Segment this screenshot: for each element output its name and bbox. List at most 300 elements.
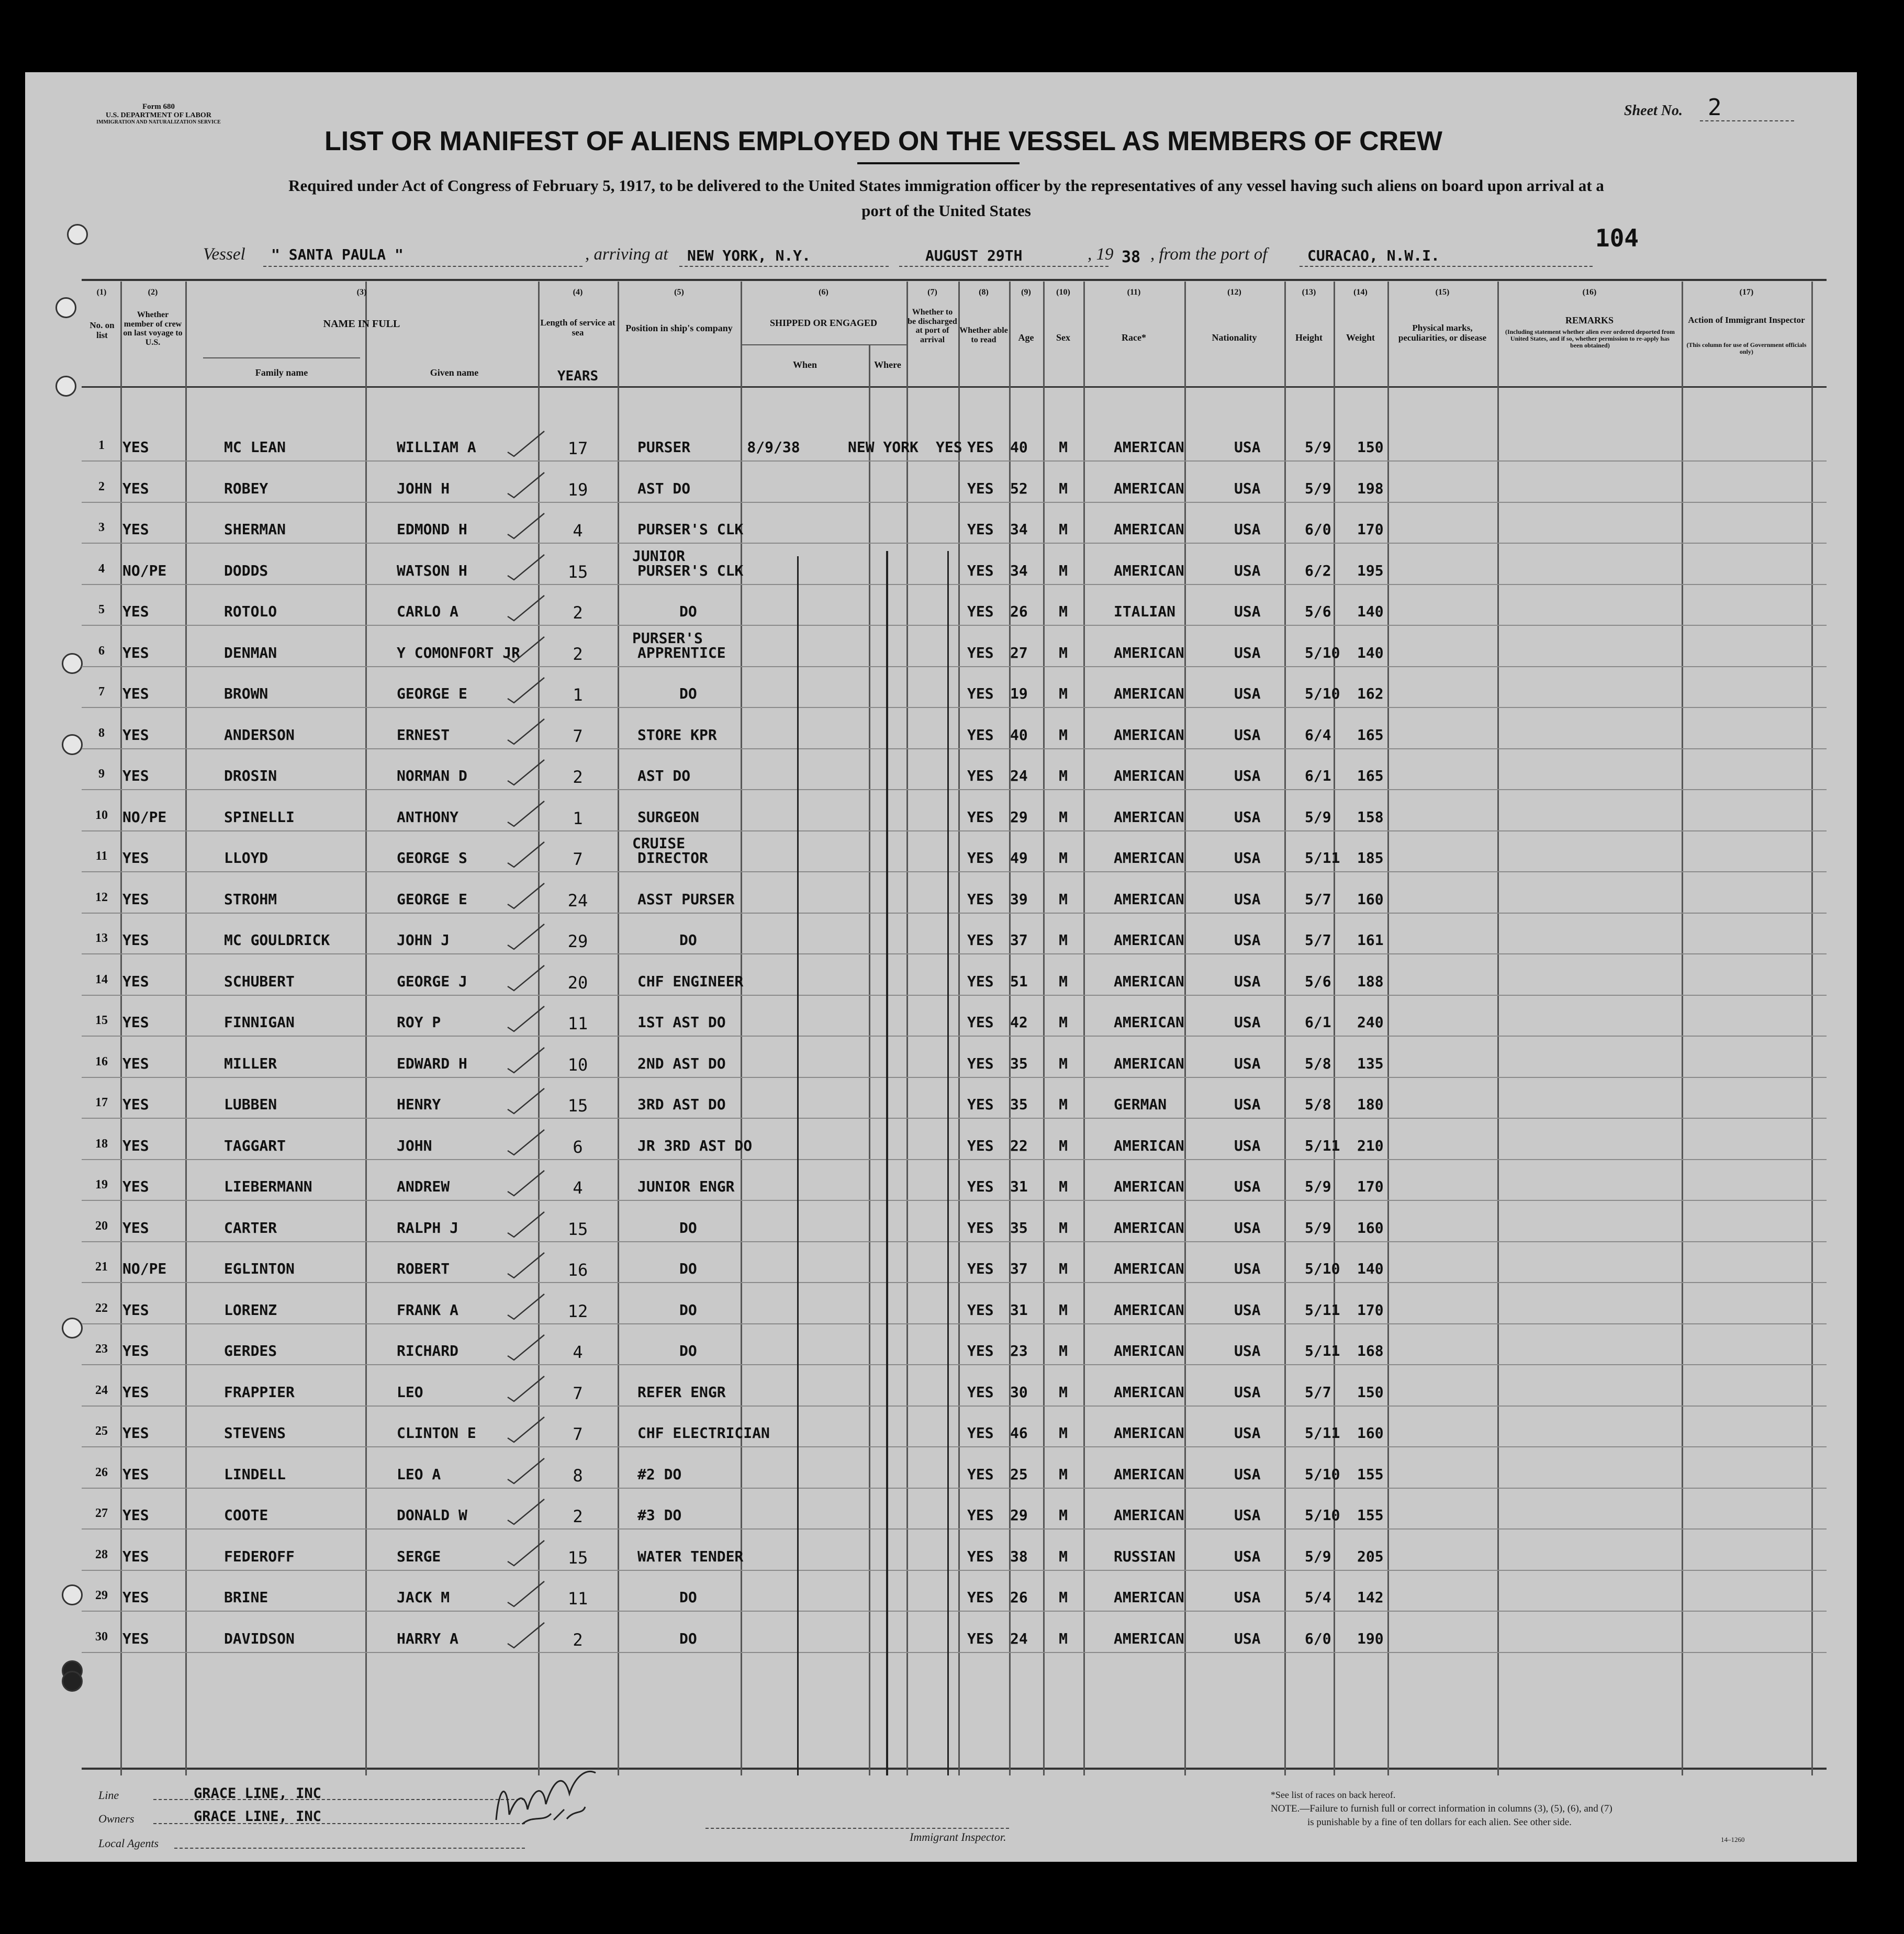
position-cell: WATER TENDER <box>637 1547 744 1565</box>
race-cell: AMERICAN <box>1114 1260 1184 1277</box>
ruled-line <box>82 543 1827 544</box>
race-cell: AMERICAN <box>1114 808 1184 826</box>
sex-cell: M <box>1059 1342 1068 1359</box>
col-header-race: Race* <box>1122 332 1146 343</box>
nationality-cell: USA <box>1234 644 1261 661</box>
col-header-discharged: Whether to be discharged at port of arrival <box>908 308 957 344</box>
check-mark-icon <box>502 1249 550 1280</box>
race-cell: ITALIAN <box>1114 603 1176 620</box>
family-name-cell: LUBBEN <box>224 1096 277 1113</box>
position-cell-line-1: CRUISE <box>632 835 686 852</box>
years-service-cell: 4 <box>573 1342 583 1362</box>
race-cell: AMERICAN <box>1114 1178 1184 1195</box>
family-name-cell: LLOYD <box>224 849 268 867</box>
age-cell: 37 <box>1010 931 1028 949</box>
able-to-read-cell: YES <box>967 767 994 784</box>
able-to-read-cell: YES <box>967 808 994 826</box>
race-cell: AMERICAN <box>1114 1137 1184 1154</box>
given-name-cell: ANDREW <box>397 1178 450 1195</box>
col-header-inspector-note: (This column for use of Government officials only) <box>1686 341 1807 356</box>
height-cell: 5/9 <box>1305 1547 1331 1565</box>
col-num-15: (15) <box>1435 288 1450 297</box>
able-to-read-cell: YES <box>967 1178 994 1195</box>
given-name-cell: WILLIAM A <box>397 438 476 456</box>
position-cell: REFER ENGR <box>637 1383 726 1401</box>
able-to-read-cell: YES <box>967 1301 994 1319</box>
nationality-cell: USA <box>1234 1547 1261 1565</box>
col-header-remarks-note: (Including statement whether alien ever ordered deported from United States, and if so, whether permission to re-apply has been obtained) <box>1505 328 1675 350</box>
able-to-read-cell: YES <box>967 685 994 702</box>
check-mark-icon <box>502 591 550 623</box>
check-mark-icon <box>502 1043 550 1075</box>
weight-cell: 158 <box>1357 808 1384 826</box>
sex-cell: M <box>1059 1178 1068 1195</box>
height-cell: 5/7 <box>1305 1383 1331 1401</box>
shipped-when-cell: 8/9/38 <box>747 438 800 456</box>
nationality-cell: USA <box>1234 1506 1261 1524</box>
sex-cell: M <box>1059 561 1068 579</box>
check-mark-icon <box>502 838 550 869</box>
years-service-cell: 10 <box>567 1054 588 1075</box>
col-header-last-voyage: Whether member of crew on last voyage to U.S. <box>123 310 183 347</box>
last-voyage-cell: YES <box>122 849 149 867</box>
name-subheader-line <box>203 357 360 358</box>
check-mark-icon <box>502 1084 550 1116</box>
row-number: 8 <box>98 726 105 740</box>
weight-cell: 142 <box>1357 1589 1384 1606</box>
age-cell: 24 <box>1010 1629 1028 1647</box>
years-service-cell: 1 <box>573 808 583 828</box>
ruled-line <box>82 1528 1827 1530</box>
sheet-number-label: Sheet No. <box>1624 103 1683 119</box>
family-name-cell: SCHUBERT <box>224 972 295 990</box>
sex-cell: M <box>1059 1014 1068 1031</box>
able-to-read-cell: YES <box>967 561 994 579</box>
race-cell: GERMAN <box>1114 1096 1167 1113</box>
position-cell: PURSER <box>637 438 691 456</box>
col-header-given-name: Given name <box>430 367 479 378</box>
family-name-cell: FINNIGAN <box>224 1014 295 1031</box>
years-service-cell: 6 <box>573 1137 583 1157</box>
given-name-cell: ROY P <box>397 1014 441 1031</box>
ruled-line <box>82 871 1827 872</box>
ruled-line <box>82 460 1827 462</box>
last-voyage-cell: YES <box>122 1096 149 1113</box>
weight-cell: 168 <box>1357 1342 1384 1359</box>
sex-cell: M <box>1059 931 1068 949</box>
check-mark-icon <box>502 633 550 664</box>
nationality-cell: USA <box>1234 1342 1261 1359</box>
sex-cell: M <box>1059 603 1068 620</box>
age-cell: 35 <box>1010 1219 1028 1236</box>
position-cell: DIRECTOR <box>637 849 708 867</box>
nationality-cell: USA <box>1234 972 1261 990</box>
last-voyage-cell: YES <box>122 931 149 949</box>
position-cell: CHF ELECTRICIAN <box>637 1424 770 1442</box>
age-cell: 52 <box>1010 479 1028 497</box>
given-name-cell: JOHN H <box>397 479 450 497</box>
nationality-cell: USA <box>1234 1137 1261 1154</box>
row-number: 14 <box>95 972 108 986</box>
nationality-cell: USA <box>1234 685 1261 702</box>
weight-cell: 165 <box>1357 767 1384 784</box>
check-mark-icon <box>502 961 550 993</box>
department-name: U.S. DEPARTMENT OF LABOR <box>106 111 211 119</box>
footer-form-code: 14–1260 <box>1721 1836 1745 1843</box>
last-voyage-cell: YES <box>122 603 149 620</box>
given-name-cell: ANTHONY <box>397 808 459 826</box>
footer-owners-label: Owners <box>98 1812 135 1825</box>
age-cell: 51 <box>1010 972 1028 990</box>
from-port-label: , from the port of <box>1150 245 1268 264</box>
family-name-cell: BRINE <box>224 1589 268 1606</box>
given-name-cell: RALPH J <box>397 1219 459 1236</box>
sex-cell: M <box>1059 685 1068 702</box>
age-cell: 34 <box>1010 521 1028 538</box>
height-cell: 5/8 <box>1305 1054 1331 1072</box>
row-number: 27 <box>95 1506 108 1520</box>
years-service-cell: 20 <box>567 972 588 993</box>
inspector-signature <box>486 1757 622 1830</box>
weight-cell: 210 <box>1357 1137 1384 1154</box>
weight-cell: 140 <box>1357 603 1384 620</box>
age-cell: 42 <box>1010 1014 1028 1031</box>
service-name: IMMIGRATION AND NATURALIZATION SERVICE <box>96 119 221 125</box>
discharged-cell: YES <box>936 438 962 456</box>
arrival-year: 38 <box>1122 248 1141 266</box>
given-name-cell: JACK M <box>397 1589 450 1606</box>
nationality-cell: USA <box>1234 1014 1261 1031</box>
col-header-shipped-engaged: SHIPPED OR ENGAGED <box>769 318 878 328</box>
position-cell-line-1: JUNIOR <box>632 547 686 565</box>
row-number: 7 <box>98 685 105 699</box>
weight-cell: 160 <box>1357 1424 1384 1442</box>
nationality-cell: USA <box>1234 603 1261 620</box>
ruled-line <box>82 1570 1827 1571</box>
age-cell: 40 <box>1010 726 1028 744</box>
family-name-cell: FEDEROFF <box>224 1547 295 1565</box>
last-voyage-cell: YES <box>122 1014 149 1031</box>
check-mark-icon <box>502 427 550 458</box>
sex-cell: M <box>1059 1465 1068 1483</box>
last-voyage-cell: YES <box>122 438 149 456</box>
position-cell: ASST PURSER <box>637 890 735 908</box>
height-cell: 5/9 <box>1305 1178 1331 1195</box>
col-header-weight: Weight <box>1346 332 1375 343</box>
position-cell: SURGEON <box>637 808 700 826</box>
position-cell: DO <box>679 1301 697 1319</box>
column-divider <box>1682 282 1683 1775</box>
ruled-line <box>82 1200 1827 1201</box>
weight-cell: 150 <box>1357 438 1384 456</box>
from-port-line <box>1300 266 1593 267</box>
row-number: 5 <box>98 603 105 616</box>
footer-agents-label: Local Agents <box>98 1837 159 1850</box>
position-cell: DO <box>679 1589 697 1606</box>
weight-cell: 170 <box>1357 1301 1384 1319</box>
check-mark-icon <box>502 1166 550 1198</box>
check-mark-icon <box>502 1290 550 1321</box>
years-service-cell: 15 <box>567 1547 588 1568</box>
position-cell: DO <box>679 1342 697 1359</box>
manifest-sheet <box>25 72 1857 1862</box>
height-cell: 5/7 <box>1305 890 1331 908</box>
position-cell: PURSER'S CLK <box>637 561 744 579</box>
years-service-cell: 29 <box>567 931 588 951</box>
weight-cell: 195 <box>1357 561 1384 579</box>
given-name-cell: ROBERT <box>397 1260 450 1277</box>
nationality-cell: USA <box>1234 1383 1261 1401</box>
col-num-16: (16) <box>1582 288 1597 297</box>
height-cell: 5/9 <box>1305 479 1331 497</box>
able-to-read-cell: YES <box>967 1383 994 1401</box>
race-cell: AMERICAN <box>1114 1342 1184 1359</box>
ditto-mark-where <box>886 551 888 1775</box>
sex-cell: M <box>1059 1137 1068 1154</box>
col-num-17: (17) <box>1739 288 1754 297</box>
row-number: 23 <box>95 1342 108 1356</box>
nationality-cell: USA <box>1234 1424 1261 1442</box>
arriving-label: , arriving at <box>585 245 668 264</box>
footer-line-value: GRACE LINE, INC <box>194 1785 321 1802</box>
given-name-cell: CARLO A <box>397 603 459 620</box>
weight-cell: 198 <box>1357 479 1384 497</box>
race-cell: AMERICAN <box>1114 479 1184 497</box>
years-service-cell: 24 <box>567 890 588 910</box>
height-cell: 5/11 <box>1305 1137 1340 1154</box>
last-voyage-cell: YES <box>122 1424 149 1442</box>
col-num-10: (10) <box>1056 288 1070 297</box>
col-num-14: (14) <box>1353 288 1368 297</box>
col-header-length-of-service: Length of service at sea <box>540 318 615 338</box>
sex-cell: M <box>1059 1096 1068 1113</box>
race-cell: AMERICAN <box>1114 890 1184 908</box>
col-header-position: Position in ship's company <box>625 323 733 333</box>
height-cell: 5/11 <box>1305 1342 1340 1359</box>
ruled-line <box>82 584 1827 585</box>
sheet-number-value: 2 <box>1708 94 1722 121</box>
race-cell: AMERICAN <box>1114 1465 1184 1483</box>
row-number: 30 <box>95 1629 108 1644</box>
punch-hole <box>62 1584 83 1605</box>
row-number: 16 <box>95 1054 108 1069</box>
given-name-cell: GEORGE S <box>397 849 467 867</box>
footer-line-label: Line <box>98 1789 119 1802</box>
check-mark-icon <box>502 468 550 500</box>
given-name-cell: GEORGE J <box>397 972 467 990</box>
years-service-cell: 17 <box>567 438 588 458</box>
ditto-mark-discharged <box>947 551 949 1775</box>
row-number: 15 <box>95 1014 108 1027</box>
height-cell: 5/10 <box>1305 1260 1340 1277</box>
years-service-cell: 7 <box>573 726 583 746</box>
race-cell: AMERICAN <box>1114 644 1184 661</box>
col-header-able-to-read: Whether able to read <box>959 326 1008 344</box>
height-cell: 5/10 <box>1305 644 1340 661</box>
last-voyage-cell: YES <box>122 1301 149 1319</box>
last-voyage-cell: YES <box>122 1342 149 1359</box>
nationality-cell: USA <box>1234 1465 1261 1483</box>
nationality-cell: USA <box>1234 808 1261 826</box>
able-to-read-cell: YES <box>967 1054 994 1072</box>
nationality-cell: USA <box>1234 1054 1261 1072</box>
nationality-cell: USA <box>1234 1589 1261 1606</box>
years-service-cell: 15 <box>567 561 588 582</box>
nationality-cell: USA <box>1234 726 1261 744</box>
age-cell: 49 <box>1010 849 1028 867</box>
vessel-line <box>203 245 245 264</box>
subtitle-line-2: port of the United States <box>861 201 1031 220</box>
height-cell: 5/10 <box>1305 685 1340 702</box>
family-name-cell: MILLER <box>224 1054 277 1072</box>
col-num-9: (9) <box>1021 288 1031 297</box>
punch-hole <box>62 1318 83 1339</box>
age-cell: 37 <box>1010 1260 1028 1277</box>
punch-hole <box>62 1671 83 1692</box>
col-num-8: (8) <box>979 288 989 297</box>
age-cell: 39 <box>1010 890 1028 908</box>
vessel-label: Vessel <box>203 245 245 264</box>
page-title: LIST OR MANIFEST OF ALIENS EMPLOYED ON THE VESSEL AS MEMBERS OF CREW <box>324 126 1442 156</box>
height-cell: 5/10 <box>1305 1506 1340 1524</box>
col-header-inspector-action: Action of Immigrant Inspector <box>1688 315 1805 325</box>
col-header-nationality: Nationality <box>1212 332 1257 343</box>
ruled-line <box>82 502 1827 503</box>
last-voyage-cell: YES <box>122 1383 149 1401</box>
height-cell: 5/9 <box>1305 808 1331 826</box>
sex-cell: M <box>1059 644 1068 661</box>
ruled-line <box>82 1652 1827 1653</box>
ditto-mark-when <box>797 556 799 1775</box>
form-id-block <box>88 103 229 125</box>
given-name-cell: EDMOND H <box>397 521 467 538</box>
age-cell: 27 <box>1010 644 1028 661</box>
row-number: 29 <box>95 1589 108 1602</box>
weight-cell: 150 <box>1357 1383 1384 1401</box>
years-service-cell: 15 <box>567 1219 588 1239</box>
vessel-name-line <box>263 266 583 267</box>
check-mark-icon <box>502 1413 550 1444</box>
position-cell-line-1: PURSER'S <box>632 629 703 647</box>
ruled-line <box>82 953 1827 954</box>
given-name-cell: DONALD W <box>397 1506 467 1524</box>
years-service-cell: 2 <box>573 767 583 787</box>
sex-cell: M <box>1059 808 1068 826</box>
col-header-age: Age <box>1018 332 1034 343</box>
inspector-signature-line <box>705 1828 1009 1829</box>
position-cell: CHF ENGINEER <box>637 972 744 990</box>
col-header-height: Height <box>1295 332 1323 343</box>
able-to-read-cell: YES <box>967 1547 994 1565</box>
row-number: 2 <box>98 479 105 493</box>
position-cell: DO <box>679 1219 697 1236</box>
check-mark-icon <box>502 1577 550 1609</box>
ruled-line <box>82 789 1827 790</box>
last-voyage-cell: YES <box>122 1054 149 1072</box>
weight-cell: 170 <box>1357 1178 1384 1195</box>
year-prefix: , 19 <box>1088 245 1114 264</box>
ruled-line <box>82 666 1827 667</box>
able-to-read-cell: YES <box>967 1465 994 1483</box>
position-cell: APPRENTICE <box>637 644 726 661</box>
able-to-read-cell: YES <box>967 726 994 744</box>
age-cell: 26 <box>1010 603 1028 620</box>
race-cell: AMERICAN <box>1114 1054 1184 1072</box>
nationality-cell: USA <box>1234 438 1261 456</box>
ruled-line <box>82 1364 1827 1365</box>
height-cell: 6/0 <box>1305 1629 1331 1647</box>
check-mark-icon <box>502 673 550 705</box>
position-cell: STORE KPR <box>637 726 717 744</box>
weight-cell: 140 <box>1357 644 1384 661</box>
last-voyage-cell: YES <box>122 521 149 538</box>
col-header-remarks: REMARKS <box>1565 315 1614 325</box>
ruled-line <box>82 1611 1827 1612</box>
family-name-cell: DAVIDSON <box>224 1629 295 1647</box>
col-header-physical-marks: Physical marks, peculiarities, or disease <box>1398 323 1487 343</box>
age-cell: 30 <box>1010 1383 1028 1401</box>
punch-hole <box>67 224 88 245</box>
given-name-cell: SERGE <box>397 1547 441 1565</box>
given-name-cell: GEORGE E <box>397 685 467 702</box>
race-cell: AMERICAN <box>1114 726 1184 744</box>
years-service-cell: 15 <box>567 1096 588 1116</box>
column-divider <box>958 282 960 1775</box>
family-name-cell: COOTE <box>224 1506 268 1524</box>
age-cell: 26 <box>1010 1589 1028 1606</box>
check-mark-icon <box>502 920 550 951</box>
shipped-where-cell: NEW YORK <box>848 438 919 456</box>
years-service-cell: 12 <box>567 1301 588 1321</box>
last-voyage-cell: NO/PE <box>122 808 167 826</box>
years-service-cell: 11 <box>567 1014 588 1033</box>
able-to-read-cell: YES <box>967 1260 994 1277</box>
column-divider <box>1284 282 1286 1775</box>
manifest-stamp-number: 104 <box>1595 224 1639 252</box>
weight-cell: 140 <box>1357 1260 1384 1277</box>
row-number: 19 <box>95 1178 108 1191</box>
check-mark-icon <box>502 1331 550 1362</box>
ruled-line <box>82 1077 1827 1078</box>
column-divider <box>1083 282 1085 1775</box>
height-cell: 5/6 <box>1305 603 1331 620</box>
years-service-cell: 8 <box>573 1465 583 1486</box>
weight-cell: 155 <box>1357 1506 1384 1524</box>
col-num-1: (1) <box>96 288 107 297</box>
sex-cell: M <box>1059 972 1068 990</box>
able-to-read-cell: YES <box>967 890 994 908</box>
footer-agents-field <box>174 1848 525 1849</box>
vessel-name: " SANTA PAULA " <box>271 246 404 263</box>
footer-note-line-2: is punishable by a fine of ten dollars for each alien. See other side. <box>1307 1817 1572 1828</box>
check-mark-icon <box>502 715 550 746</box>
family-name-cell: LIEBERMANN <box>224 1178 312 1195</box>
arrival-date: AUGUST 29TH <box>925 247 1023 264</box>
family-name-cell: CARTER <box>224 1219 277 1236</box>
row-number: 12 <box>95 890 108 904</box>
sex-cell: M <box>1059 890 1068 908</box>
given-name-cell: ERNEST <box>397 726 450 744</box>
inspector-label: Immigrant Inspector. <box>910 1830 1006 1843</box>
weight-cell: 135 <box>1357 1054 1384 1072</box>
arriving-port: NEW YORK, N.Y. <box>687 247 811 264</box>
last-voyage-cell: YES <box>122 1506 149 1524</box>
position-cell: DO <box>679 685 697 702</box>
age-cell: 24 <box>1010 767 1028 784</box>
weight-cell: 162 <box>1357 685 1384 702</box>
weight-cell: 160 <box>1357 890 1384 908</box>
check-mark-icon <box>502 756 550 787</box>
